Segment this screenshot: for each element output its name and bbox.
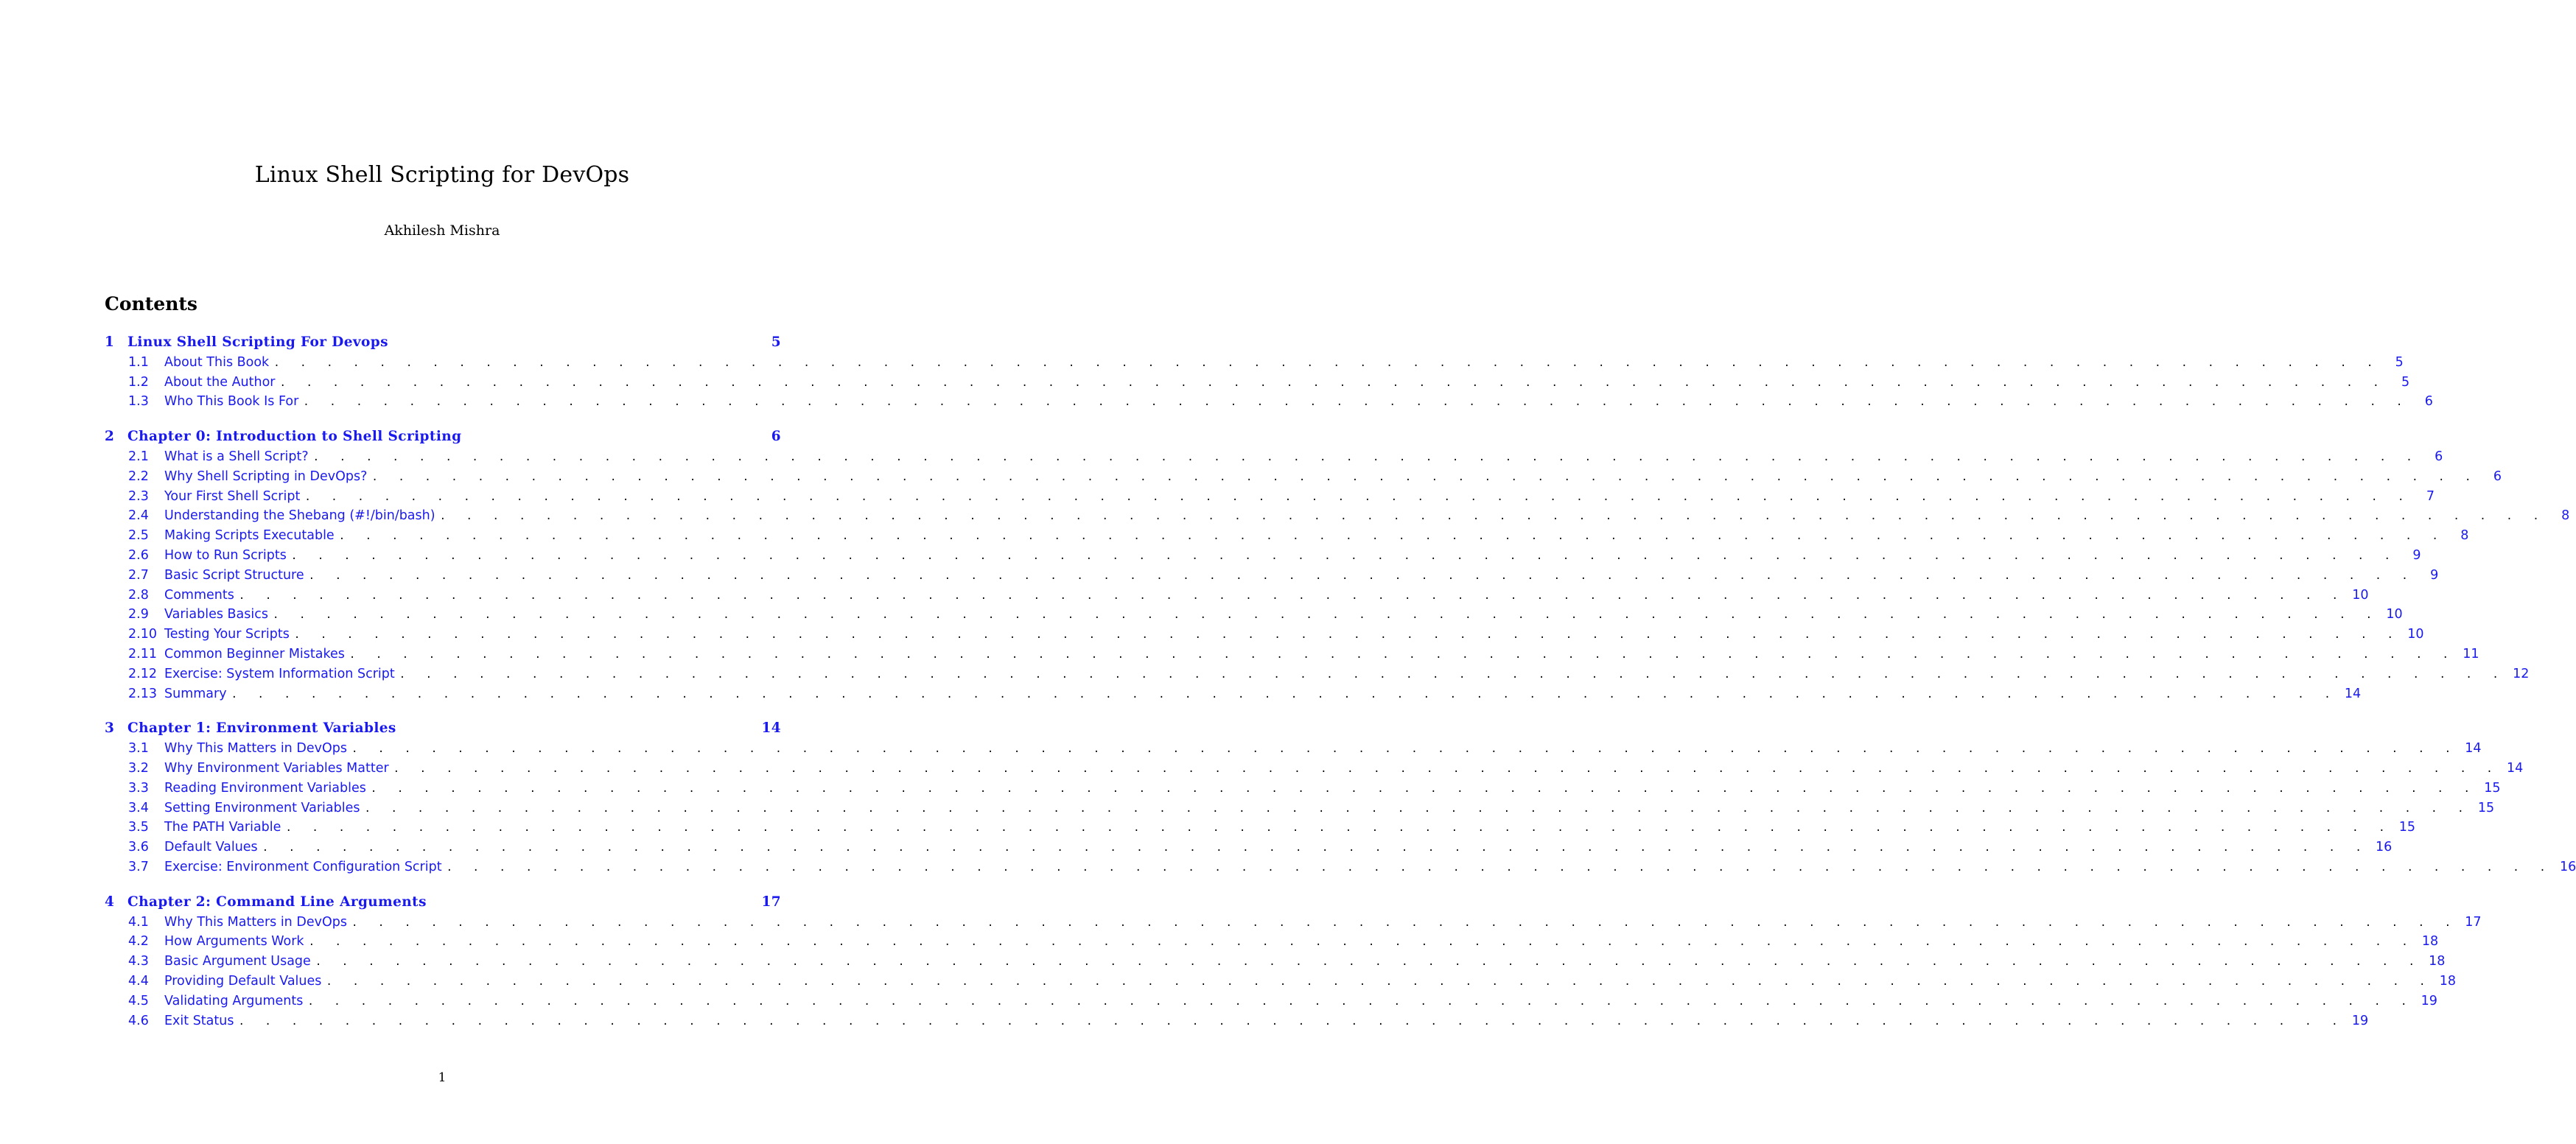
toc-section-number: 2.8 bbox=[128, 587, 149, 603]
toc-dot-leader: . . . . . . . . . . . . . . . . . . . . . . . . . . . . . . . . . . . . . . . . . . . . . . . . . . . . . . . . . . . . . . . . . . . . . . . . . . . . . . . . bbox=[308, 936, 2415, 949]
toc-dot-leader: . . . . . . . . . . . . . . . . . . . . . . . . . . . . . . . . . . . . . . . . . . . . . . . . . . . . . . . . . . . . . . . . . . . . . . . . . . . . . . . . bbox=[351, 743, 2458, 756]
toc-section-link[interactable] bbox=[105, 857, 2576, 877]
toc-section-page[interactable]: 18 bbox=[2421, 934, 2439, 950]
toc-dot-leader: . . . . . . . . . . . . . . . . . . . . . . . . . . . . . . . . . . . . . . . . . . . . . . . . . . . . . . . . . . . . . . . . . . . . . . . . . . . . . . . . bbox=[293, 629, 2401, 642]
toc-section-link[interactable] bbox=[105, 586, 2369, 606]
toc-section-link[interactable] bbox=[105, 799, 2495, 818]
toc-section-title[interactable]: Why Shell Scripting in DevOps? bbox=[164, 469, 368, 484]
toc-chapter-number: 1 bbox=[105, 334, 115, 350]
page-number: 1 bbox=[438, 1070, 447, 1085]
toc-chapter bbox=[105, 333, 2433, 412]
toc-section-title[interactable]: Setting Environment Variables bbox=[164, 800, 360, 815]
document-title: Linux Shell Scripting for DevOps bbox=[254, 162, 630, 188]
toc-section-link[interactable] bbox=[105, 739, 2482, 759]
toc-dot-leader: . . . . . . . . . . . . . . . . . . . . . . . . . . . . . . . . . . . . . . . . . . . . . . . . . . . . . . . . . . . . . . . . . . . . . . . . . . . . . . . . bbox=[304, 491, 2411, 503]
toc-section-link[interactable] bbox=[105, 392, 2433, 412]
toc-chapter-title[interactable]: Chapter 2: Command Line Arguments bbox=[127, 894, 427, 910]
toc-section-page[interactable]: 15 bbox=[2484, 780, 2501, 796]
toc-dot-leader: . . . . . . . . . . . . . . . . . . . . . . . . . . . . . . . . . . . . . . . . . . . . . . . . . . . . . . . . . . . . . . . . . . . . . . . . . . . . . . . . bbox=[439, 510, 2547, 523]
toc-section-page[interactable]: 12 bbox=[2513, 666, 2530, 681]
toc-section-title[interactable]: How to Run Scripts bbox=[164, 547, 287, 563]
toc-section-title[interactable]: Comments bbox=[164, 587, 234, 603]
document-author: Akhilesh Mishra bbox=[384, 222, 500, 239]
table-of-contents bbox=[105, 333, 2576, 1046]
toc-section-page[interactable]: 9 bbox=[2412, 547, 2421, 563]
toc-section-link[interactable] bbox=[105, 664, 2530, 684]
toc-dot-leader: . . . . . . . . . . . . . . . . . . . . . . . . . . . . . . . . . . . . . . . . . . . . . . . . . . . . . . . . . . . . . . . . . . . . . . . . . . . . . . . . bbox=[349, 648, 2456, 661]
toc-section-number: 2.10 bbox=[128, 627, 157, 642]
toc-section-page[interactable]: 8 bbox=[2561, 508, 2570, 524]
toc-section-link[interactable] bbox=[105, 605, 2403, 625]
toc-section-title[interactable]: Exercise: System Information Script bbox=[164, 666, 395, 681]
toc-section-number: 2.1 bbox=[128, 449, 149, 464]
toc-section-link[interactable] bbox=[105, 759, 2524, 779]
toc-section-link[interactable] bbox=[105, 779, 2501, 799]
toc-chapter bbox=[105, 427, 2570, 703]
toc-section-number: 4.3 bbox=[128, 954, 149, 969]
toc-section-number: 2.4 bbox=[128, 508, 149, 524]
toc-section-page[interactable]: 15 bbox=[2477, 800, 2495, 815]
toc-chapter-page[interactable]: 17 bbox=[761, 894, 781, 910]
toc-section-link[interactable] bbox=[105, 566, 2439, 586]
toc-section-title[interactable]: Why This Matters in DevOps bbox=[164, 741, 347, 757]
toc-section-link[interactable] bbox=[105, 818, 2416, 838]
toc-dot-leader: . . . . . . . . . . . . . . . . . . . . . . . . . . . . . . . . . . . . . . . . . . . . . . . . . . . . . . . . . . . . . . . . . . . . . . . . . . . . . . . . bbox=[307, 995, 2414, 1008]
toc-chapter-title[interactable]: Chapter 1: Environment Variables bbox=[127, 720, 396, 737]
toc-dot-leader: . . . . . . . . . . . . . . . . . . . . . . . . . . . . . . . . . . . . . . . . . . . . . . . . . . . . . . . . . . . . . . . . . . . . . . . . . . . . . . . . bbox=[231, 688, 2338, 701]
toc-section-page[interactable]: 10 bbox=[2352, 587, 2369, 603]
toc-section-number: 4.4 bbox=[128, 973, 149, 989]
toc-section-title[interactable]: Exercise: Environment Configuration Script bbox=[164, 859, 442, 874]
toc-chapter-link[interactable] bbox=[105, 719, 781, 739]
toc-section-title[interactable]: What is a Shell Script? bbox=[164, 449, 309, 464]
toc-chapter-title[interactable]: Chapter 0: Introduction to Shell Scripting bbox=[127, 429, 462, 445]
toc-section-link[interactable] bbox=[105, 972, 2457, 992]
toc-section-number: 2.12 bbox=[128, 666, 157, 681]
toc-section-page[interactable]: 9 bbox=[2430, 567, 2439, 583]
toc-section-page[interactable]: 16 bbox=[2559, 859, 2576, 874]
toc-section-link[interactable] bbox=[105, 487, 2435, 507]
toc-section-number: 2.9 bbox=[128, 607, 149, 622]
toc-section-title[interactable]: Exit Status bbox=[164, 1013, 234, 1028]
toc-dot-leader: . . . . . . . . . . . . . . . . . . . . . . . . . . . . . . . . . . . . . . . . . . . . . . . . . . . . . . . . . . . . . . . . . . . . . . . . . . . . . . . . bbox=[285, 822, 2393, 835]
toc-section-page[interactable]: 5 bbox=[2395, 354, 2404, 370]
toc-section-number: 1.1 bbox=[128, 354, 149, 370]
toc-section-title[interactable]: Understanding the Shebang (#!/bin/bash) bbox=[164, 508, 435, 524]
toc-section-page[interactable]: 5 bbox=[2401, 374, 2410, 390]
toc-section-link[interactable] bbox=[105, 526, 2469, 546]
toc-section-title[interactable]: Default Values bbox=[164, 840, 258, 855]
toc-section-link[interactable] bbox=[105, 684, 2362, 704]
toc-section-page[interactable]: 15 bbox=[2398, 820, 2416, 835]
toc-section-page[interactable]: 6 bbox=[2493, 469, 2502, 484]
contents-heading: Contents bbox=[105, 293, 198, 315]
toc-section-link[interactable] bbox=[105, 546, 2421, 566]
toc-section-page[interactable]: 10 bbox=[2407, 627, 2424, 642]
toc-chapter bbox=[105, 719, 2576, 877]
toc-section-page[interactable]: 7 bbox=[2426, 488, 2435, 504]
toc-section-link[interactable] bbox=[105, 932, 2439, 952]
toc-section-page[interactable]: 18 bbox=[2439, 973, 2457, 989]
toc-dot-leader: . . . . . . . . . . . . . . . . . . . . . . . . . . . . . . . . . . . . . . . . . . . . . . . . . . . . . . . . . . . . . . . . . . . . . . . . . . . . . . . . bbox=[290, 550, 2398, 562]
toc-dot-leader: . . . . . . . . . . . . . . . . . . . . . . . . . . . . . . . . . . . . . . . . . . . . . . . . . . . . . . . . . . . . . . . . . . . . . . . . . . . . . . . . bbox=[238, 589, 2345, 602]
toc-section-title[interactable]: Common Beginner Mistakes bbox=[164, 646, 345, 662]
toc-section-number: 1.3 bbox=[128, 394, 149, 410]
toc-dot-leader: . . . . . . . . . . . . . . . . . . . . . . . . . . . . . . . . . . . . . . . . . . . . . . . . . . . . . . . . . . . . . . . . . . . . . . . . . . . . . . . . bbox=[315, 956, 2422, 969]
toc-section-page[interactable]: 6 bbox=[2424, 394, 2433, 410]
toc-dot-leader: . . . . . . . . . . . . . . . . . . . . . . . . . . . . . . . . . . . . . . . . . . . . . . . . . . . . . . . . . . . . . . . . . . . . . . . . . . . . . . . . bbox=[370, 782, 2477, 795]
toc-section-page[interactable]: 6 bbox=[2435, 449, 2443, 464]
toc-section-page[interactable]: 14 bbox=[2465, 741, 2482, 757]
toc-section-title[interactable]: Basic Script Structure bbox=[164, 567, 304, 583]
toc-section-page[interactable]: 17 bbox=[2465, 914, 2482, 930]
toc-section-title[interactable]: Basic Argument Usage bbox=[164, 954, 311, 969]
toc-section-number: 2.11 bbox=[128, 646, 157, 662]
toc-section-link[interactable] bbox=[105, 506, 2570, 526]
toc-section-number: 3.4 bbox=[128, 800, 149, 815]
toc-section-number: 4.2 bbox=[128, 934, 149, 950]
toc-section-number: 2.6 bbox=[128, 547, 149, 563]
toc-section-number: 3.6 bbox=[128, 840, 149, 855]
toc-dot-leader: . . . . . . . . . . . . . . . . . . . . . . . . . . . . . . . . . . . . . . . . . . . . . . . . . . . . . . . . . . . . . . . . . . . . . . . . . . . . . . . . bbox=[262, 842, 2369, 855]
toc-section-number: 3.2 bbox=[128, 760, 149, 776]
toc-section-title[interactable]: Why Environment Variables Matter bbox=[164, 760, 389, 776]
toc-section-number: 4.1 bbox=[128, 914, 149, 930]
toc-section-title[interactable]: Testing Your Scripts bbox=[164, 627, 290, 642]
toc-dot-leader: . . . . . . . . . . . . . . . . . . . . . . . . . . . . . . . . . . . . . . . . . . . . . . . . . . . . . . . . . . . . . . . . . . . . . . . . . . . . . . . . bbox=[393, 762, 2500, 775]
toc-dot-leader: . . . . . . . . . . . . . . . . . . . . . . . . . . . . . . . . . . . . . . . . . . . . . . . . . . . . . . . . . . . . . . . . . . . . . . . . . . . . . . . . bbox=[303, 396, 2409, 409]
toc-section-number: 3.3 bbox=[128, 780, 149, 796]
toc-chapter-page[interactable]: 5 bbox=[771, 334, 781, 350]
toc-dot-leader: . . . . . . . . . . . . . . . . . . . . . . . . . . . . . . . . . . . . . . . . . . . . . . . . . . . . . . . . . . . . . . . . . . . . . . . . . . . . . . . . bbox=[312, 451, 2420, 463]
toc-section-title[interactable]: Summary bbox=[164, 686, 227, 701]
toc-section-number: 2.7 bbox=[128, 567, 149, 583]
toc-section-title[interactable]: Why This Matters in DevOps bbox=[164, 914, 347, 930]
toc-section-link[interactable] bbox=[105, 467, 2502, 487]
toc-section-title[interactable]: About the Author bbox=[164, 374, 276, 390]
toc-dot-leader: . . . . . . . . . . . . . . . . . . . . . . . . . . . . . . . . . . . . . . . . . . . . . . . . . . . . . . . . . . . . . . . . . . . . . . . . . . . . . . . . bbox=[364, 802, 2471, 815]
toc-section-number: 1.2 bbox=[128, 374, 149, 390]
toc-section-page[interactable]: 8 bbox=[2460, 528, 2469, 544]
toc-chapter-page[interactable]: 6 bbox=[771, 429, 781, 445]
toc-section-title[interactable]: The PATH Variable bbox=[164, 820, 281, 835]
toc-chapter-link[interactable] bbox=[105, 893, 781, 913]
toc-dot-leader: . . . . . . . . . . . . . . . . . . . . . . . . . . . . . . . . . . . . . . . . . . . . . . . . . . . . . . . . . . . . . . . . . . . . . . . . . . . . . . . . bbox=[351, 916, 2458, 929]
toc-section-number: 2.13 bbox=[128, 686, 157, 701]
toc-section-link[interactable] bbox=[105, 625, 2424, 645]
toc-section-link[interactable] bbox=[105, 447, 2443, 467]
toc-section-page[interactable]: 14 bbox=[2507, 760, 2524, 776]
toc-chapter-link[interactable] bbox=[105, 333, 781, 353]
toc-dot-leader: . . . . . . . . . . . . . . . . . . . . . . . . . . . . . . . . . . . . . . . . . . . . . . . . . . . . . . . . . . . . . . . . . . . . . . . . . . . . . . . . bbox=[308, 569, 2415, 582]
toc-section-link[interactable] bbox=[105, 373, 2410, 393]
toc-section-page[interactable]: 14 bbox=[2344, 686, 2362, 701]
toc-section-link[interactable] bbox=[105, 645, 2479, 664]
toc-section-number: 4.5 bbox=[128, 993, 149, 1008]
toc-section-page[interactable]: 16 bbox=[2376, 840, 2393, 855]
toc-section-link[interactable] bbox=[105, 1011, 2369, 1031]
toc-chapter-title[interactable]: Linux Shell Scripting For Devops bbox=[127, 334, 388, 350]
toc-dot-leader: . . . . . . . . . . . . . . . . . . . . . . . . . . . . . . . . . . . . . . . . . . . . . . . . . . . . . . . . . . . . . . . . . . . . . . . . . . . . . . . . bbox=[371, 471, 2478, 483]
toc-section-title[interactable]: How Arguments Work bbox=[164, 934, 304, 950]
toc-dot-leader: . . . . . . . . . . . . . . . . . . . . . . . . . . . . . . . . . . . . . . . . . . . . . . . . . . . . . . . . . . . . . . . . . . . . . . . . . . . . . . . . bbox=[279, 376, 2387, 389]
toc-dot-leader: . . . . . . . . . . . . . . . . . . . . . . . . . . . . . . . . . . . . . . . . . . . . . . . . . . . . . . . . . . . . . . . . . . . . . . . . . . . . . . . . bbox=[338, 530, 2446, 543]
toc-chapter bbox=[105, 893, 2482, 1031]
toc-section-link[interactable] bbox=[105, 838, 2393, 857]
toc-section-title[interactable]: About This Book bbox=[164, 354, 270, 370]
toc-section-number: 2.5 bbox=[128, 528, 149, 544]
toc-section-number: 2.2 bbox=[128, 469, 149, 484]
toc-section-page[interactable]: 19 bbox=[2421, 993, 2437, 1008]
toc-section-page[interactable]: 11 bbox=[2463, 646, 2479, 662]
toc-section-link[interactable] bbox=[105, 952, 2446, 972]
toc-section-title[interactable]: Who This Book Is For bbox=[164, 394, 299, 410]
toc-section-link[interactable] bbox=[105, 992, 2437, 1011]
toc-chapter-link[interactable] bbox=[105, 427, 781, 447]
toc-section-link[interactable] bbox=[105, 913, 2482, 933]
toc-chapter-number: 3 bbox=[105, 720, 115, 737]
toc-dot-leader: . . . . . . . . . . . . . . . . . . . . . . . . . . . . . . . . . . . . . . . . . . . . . . . . . . . . . . . . . . . . . . . . . . . . . . . . . . . . . . . . bbox=[272, 609, 2379, 622]
toc-section-number: 3.7 bbox=[128, 859, 149, 874]
toc-chapter-number: 4 bbox=[105, 894, 115, 910]
toc-section-page[interactable]: 10 bbox=[2386, 607, 2403, 622]
toc-dot-leader: . . . . . . . . . . . . . . . . . . . . . . . . . . . . . . . . . . . . . . . . . . . . . . . . . . . . . . . . . . . . . . . . . . . . . . . . . . . . . . . . bbox=[399, 668, 2506, 681]
toc-chapter-page[interactable]: 14 bbox=[761, 720, 781, 737]
toc-section-number: 3.5 bbox=[128, 820, 149, 835]
toc-section-number: 3.1 bbox=[128, 741, 149, 757]
toc-section-title[interactable]: Variables Basics bbox=[164, 607, 268, 622]
toc-section-number: 2.3 bbox=[128, 488, 149, 504]
toc-dot-leader: . . . . . . . . . . . . . . . . . . . . . . . . . . . . . . . . . . . . . . . . . . . . . . . . . . . . . . . . . . . . . . . . . . . . . . . . . . . . . . . . bbox=[446, 861, 2553, 874]
toc-section-page[interactable]: 18 bbox=[2429, 954, 2446, 969]
toc-section-title[interactable]: Providing Default Values bbox=[164, 973, 322, 989]
toc-section-title[interactable]: Your First Shell Script bbox=[164, 488, 301, 504]
toc-dot-leader: . . . . . . . . . . . . . . . . . . . . . . . . . . . . . . . . . . . . . . . . . . . . . . . . . . . . . . . . . . . . . . . . . . . . . . . . . . . . . . . . bbox=[238, 1015, 2345, 1028]
toc-section-number: 4.6 bbox=[128, 1013, 149, 1028]
toc-section-title[interactable]: Validating Arguments bbox=[164, 993, 304, 1008]
toc-section-title[interactable]: Making Scripts Executable bbox=[164, 528, 335, 544]
toc-chapter-number: 2 bbox=[105, 429, 115, 445]
toc-section-link[interactable] bbox=[105, 353, 2404, 373]
toc-section-title[interactable]: Reading Environment Variables bbox=[164, 780, 366, 796]
toc-dot-leader: . . . . . . . . . . . . . . . . . . . . . . . . . . . . . . . . . . . . . . . . . . . . . . . . . . . . . . . . . . . . . . . . . . . . . . . . . . . . . . . . bbox=[326, 975, 2433, 988]
toc-dot-leader: . . . . . . . . . . . . . . . . . . . . . . . . . . . . . . . . . . . . . . . . . . . . . . . . . . . . . . . . . . . . . . . . . . . . . . . . . . . . . . . . bbox=[273, 357, 2380, 369]
toc-section-page[interactable]: 19 bbox=[2351, 1013, 2369, 1028]
